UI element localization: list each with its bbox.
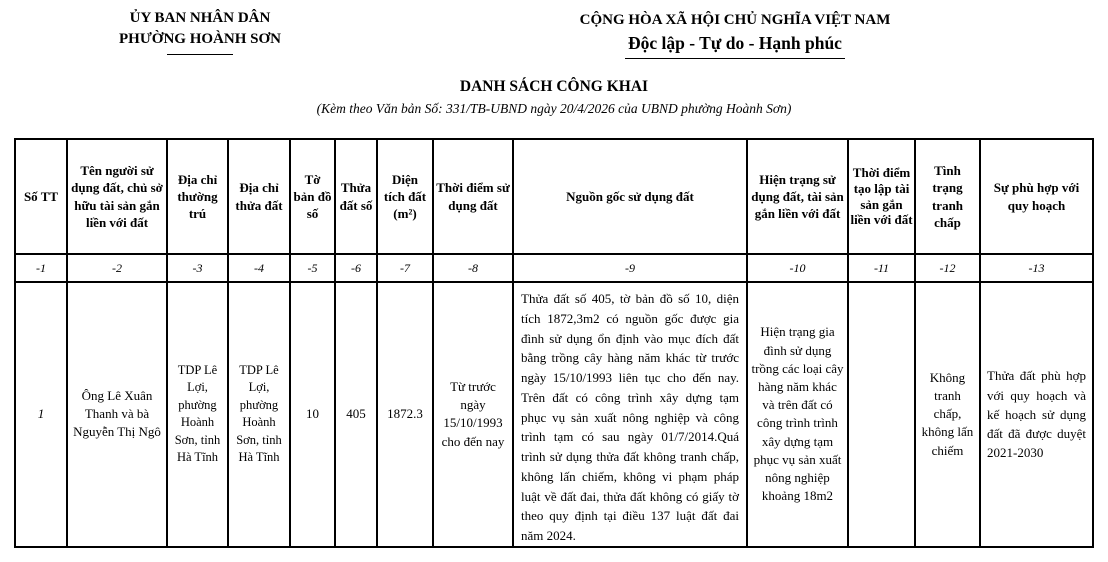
- national-motto: Độc lập - Tự do - Hạnh phúc: [625, 31, 845, 59]
- col-header-thua-dat-so: Thửa đất số: [335, 139, 377, 254]
- cell-ten-nguoi-su-dung: Ông Lê Xuân Thanh và bà Nguyễn Thị Ngô: [67, 282, 167, 547]
- cell-thua-dat-so: 405: [335, 282, 377, 547]
- col-header-nguon-goc: Nguồn gốc sử dụng đất: [513, 139, 747, 254]
- col-index-1: -1: [15, 254, 67, 282]
- authority-parent-name: ỦY BAN NHÂN DÂN: [129, 10, 271, 26]
- col-header-su-phu-hop: Sự phù hợp với quy hoạch: [980, 139, 1093, 254]
- document-title: DANH SÁCH CÔNG KHAI: [459, 78, 649, 95]
- cell-dien-tich: 1872.3: [377, 282, 433, 547]
- table-header-row: [15, 139, 1093, 254]
- authority-name: PHƯỜNG HOÀNH SƠN: [119, 31, 281, 47]
- issuing-authority-block: [55, 8, 345, 55]
- col-index-13: -13: [980, 254, 1093, 282]
- col-header-hien-trang: Hiện trạng sử dụng đất, tài sản gắn liền với đất: [747, 139, 848, 254]
- col-header-so-tt: Số TT: [15, 139, 67, 254]
- cell-dia-chi-thuong-tru: TDP Lê Lợi, phường Hoành Sơn, tỉnh Hà Tĩnh: [167, 282, 228, 547]
- cell-nguon-goc: Thửa đất số 405, tờ bản đồ số 10, diện tích 1872,3m2 có nguồn gốc được gia đình sử dụng ổn định vào mục đích đất bằng trồng cây hàng năm khác từ trước ngày 15/10/1993 liên tục cho đến nay. Trên đất có công trình xây dựng tạm phục vụ sản xuất nông nghiệp và công trình tạm có sau ngày 01/7/2014.Quá trình sử dụng thửa đất không tranh chấp, không lấn chiếm, không vi phạm pháp luật về đất đai, thửa đất không có giấy tờ theo quy định tại điều 137 luật đất đai năm 2024.: [513, 282, 747, 547]
- cell-dia-chi-thua-dat: TDP Lê Lợi, phường Hoành Sơn, tỉnh Hà Tĩnh: [228, 282, 290, 547]
- cell-hien-trang: Hiện trạng gia đình sử dụng trồng các loại cây hàng năm khác và trên đất có công trình trình xây dựng tạm phục vụ sản xuất nông nghiệp khoảng 18m2: [747, 282, 848, 547]
- col-header-dia-chi-thua-dat: Địa chỉ thửa đất: [228, 139, 290, 254]
- col-index-11: -11: [848, 254, 915, 282]
- cell-to-ban-do-so: 10: [290, 282, 335, 547]
- column-index-row: [15, 254, 1093, 282]
- national-title: CỘNG HÒA XÃ HỘI CHỦ NGHĨA VIỆT NAM: [579, 12, 891, 28]
- col-index-6: -6: [335, 254, 377, 282]
- col-header-dia-chi-thuong-tru: Địa chỉ thường trú: [167, 139, 228, 254]
- col-index-8: -8: [433, 254, 513, 282]
- col-index-3: -3: [167, 254, 228, 282]
- cell-thoi-diem-su-dung: Từ trước ngày 15/10/1993 cho đến nay: [433, 282, 513, 547]
- document-subtitle: (Kèm theo Văn bản Số: 331/TB-UBND ngày 20/4/2026 của UBND phường Hoành Sơn): [316, 101, 792, 116]
- authority-divider: [167, 54, 233, 55]
- cell-su-phu-hop: Thửa đất phù hợp với quy hoạch và kế hoạch sử dụng đất đã được duyệt 2021-2030: [980, 282, 1093, 547]
- col-header-ten-nguoi-su-dung: Tên người sử dụng đất, chủ sở hữu tài sản gắn liền với đất: [67, 139, 167, 254]
- col-header-tinh-trang-tranh-chap: Tình trạng tranh chấp: [915, 139, 980, 254]
- cell-tinh-trang-tranh-chap: Không tranh chấp, không lấn chiếm: [915, 282, 980, 547]
- national-header-block: [535, 10, 935, 59]
- col-header-thoi-diem-su-dung: Thời điểm sử dụng đất: [433, 139, 513, 254]
- col-index-4: -4: [228, 254, 290, 282]
- col-header-to-ban-do-so: Tờ bản đồ số: [290, 139, 335, 254]
- cell-so-tt: 1: [15, 282, 67, 547]
- col-index-12: -12: [915, 254, 980, 282]
- col-index-5: -5: [290, 254, 335, 282]
- public-disclosure-table: [14, 138, 1094, 548]
- col-header-thoi-diem-tao-lap: Thời điểm tạo lập tài sản gắn liền với đất: [848, 139, 915, 254]
- col-index-7: -7: [377, 254, 433, 282]
- col-header-dien-tich: Diện tích đất (m²): [377, 139, 433, 254]
- col-index-10: -10: [747, 254, 848, 282]
- table-row: [15, 282, 1093, 547]
- col-index-2: -2: [67, 254, 167, 282]
- col-index-9: -9: [513, 254, 747, 282]
- cell-thoi-diem-tao-lap: [848, 282, 915, 547]
